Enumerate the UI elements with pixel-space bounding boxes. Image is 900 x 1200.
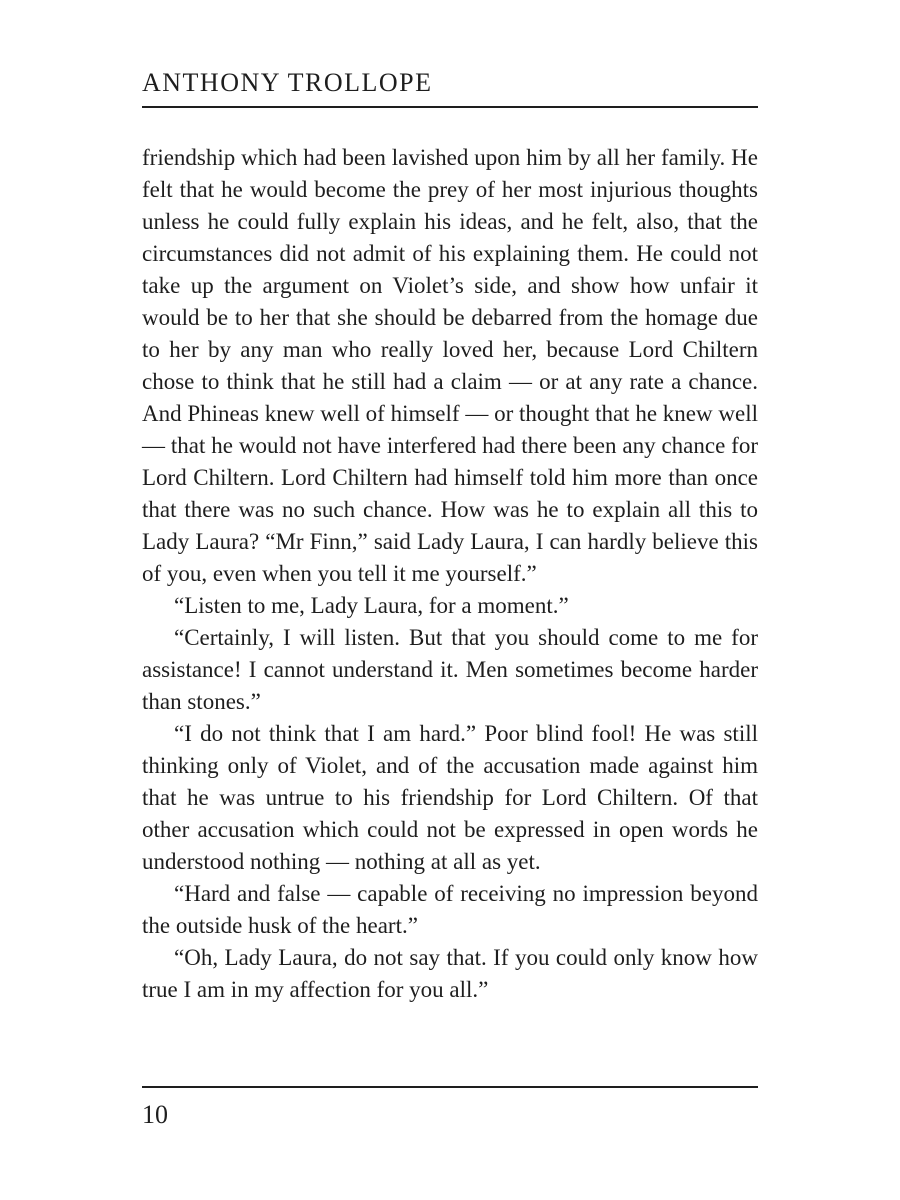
paragraph: “Hard and false — capable of receiving no impression beyond the outside husk of the heart.” (142, 881, 758, 938)
running-head: ANTHONY TROLLOPE (142, 68, 433, 97)
paragraph: “I do not think that I am hard.” Poor blind fool! He was still thinking only of Violet, and of the accusation made against him that he was untrue to his friendship for Lord Chiltern. Of that other accusation which could not be expressed in open words he understood nothing — nothing at all as yet. (142, 721, 758, 874)
footer-rule (142, 1086, 758, 1088)
page-number: 10 (142, 1100, 168, 1129)
header-rule (142, 106, 758, 108)
paragraph: “Listen to me, Lady Laura, for a moment.” (174, 593, 569, 618)
paragraph: friendship which had been lavished upon him by all her family. He felt that he would become the prey of her most injurious thoughts unless he could fully explain his ideas, and he felt, also, that the circumstances did not admit of his explaining them. He could not take up the argument on Violet’s side, and show how unfair it would be to her that she should be debarred from the homage due to her by any man who really loved her, because Lord Chiltern chose to think that he still had a claim — or at any rate a chance. And Phineas knew well of himself — or thought that he knew well — that he would not have interfered had there been any chance for Lord Chiltern. Lord Chiltern had himself told him more than once that there was no such chance. How was he to explain all this to Lady Laura? “Mr Finn,” said Lady Laura, I can hardly believe this of you, even when you tell it me yourself.” (142, 145, 758, 586)
paragraph: “Oh, Lady Laura, do not say that. If you could only know how true I am in my affection for you all.” (142, 945, 758, 1002)
body-text (142, 142, 758, 1006)
paragraph: “Certainly, I will listen. But that you should come to me for assistance! I cannot understand it. Men sometimes become harder than stones.” (142, 625, 758, 714)
